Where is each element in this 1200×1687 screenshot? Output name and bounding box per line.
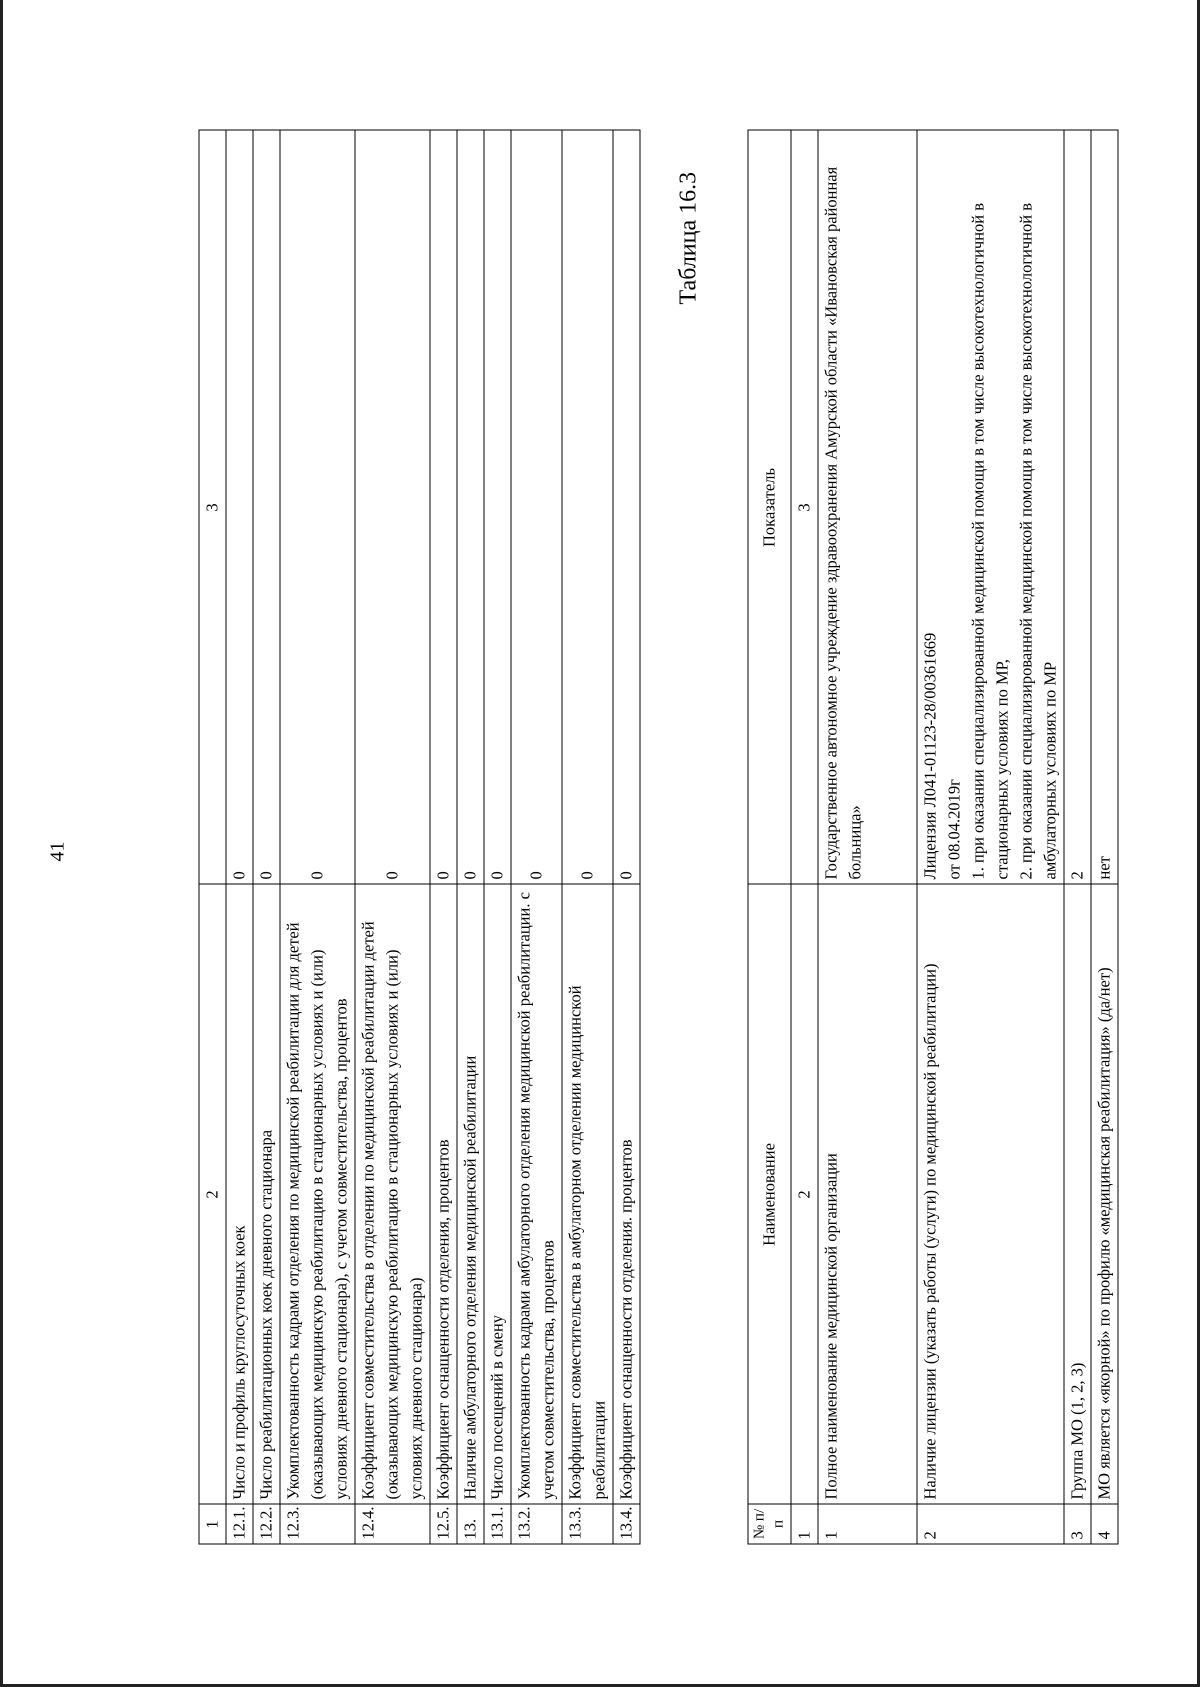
row-number: 13.3. [562, 1504, 613, 1544]
table-row [280, 130, 355, 1544]
row-number: 12.5. [430, 1504, 457, 1544]
row-value: 0 [226, 130, 253, 884]
row-name: Коэффициент оснащенности отделения, процентов [430, 884, 457, 1504]
column-header-number: № п/п [748, 1504, 791, 1544]
index-cell: 3 [199, 130, 226, 884]
table-row [253, 130, 280, 1544]
table-row [484, 130, 511, 1544]
value-line: Лицензия Л041-01123-28/00361669 [920, 632, 939, 879]
row-number: 12.3. [280, 1504, 355, 1544]
row-value [1064, 130, 1091, 884]
row-name: Наличие амбулаторного отделения медицинской реабилитации [457, 884, 484, 1504]
row-number: 1 [818, 1504, 917, 1544]
table-row [613, 130, 640, 1544]
table-row [917, 130, 1064, 1544]
page-number: 41 [46, 841, 68, 861]
row-value: 0 [484, 130, 511, 884]
table-index-row [199, 130, 226, 1544]
table-row [457, 130, 484, 1544]
table-header-row [748, 130, 791, 1544]
row-name: Коэффициент оснащенности отделения. процентов [613, 884, 640, 1504]
table-row [1064, 130, 1091, 1544]
table-row [226, 130, 253, 1544]
organization-table [747, 129, 1118, 1544]
value-line: 2 [1067, 870, 1086, 879]
row-name: Группа МО (1, 2, 3) [1064, 884, 1091, 1504]
row-name: Коэффициент совместительства в отделении по медицинской реабилитации детей (оказывающих медицинскую реабилитацию в стационарных условиях и (или) условиях дневного стационара) [355, 884, 430, 1504]
row-name: МО является «якорной» по профилю «медицинская реабилитация» (да/нет) [1091, 884, 1118, 1504]
row-name: Полное наименование медицинской организации [818, 884, 917, 1504]
row-name: Укомплектованность кадрами отделения по медицинской реабилитации для детей (оказывающих медицинскую реабилитацию в стационарных условиях и (или) условиях дневного стационара), с учетом совместительства, процентов [280, 884, 355, 1504]
table-row [511, 130, 562, 1544]
column-header-name: Наименование [748, 884, 791, 1504]
row-value: 0 [562, 130, 613, 884]
row-number: 3 [1064, 1504, 1091, 1544]
row-name: Число и профиль круглосуточных коек [226, 884, 253, 1504]
value-line: от 08.04.2019г [944, 778, 963, 879]
row-number: 4 [1091, 1504, 1118, 1544]
row-name: Укомплектованность кадрами амбулаторного отделения медицинской реабилитации. с учетом совместительства, процентов [511, 884, 562, 1504]
row-number: 13.1. [484, 1504, 511, 1544]
continuation-table [198, 129, 640, 1544]
value-line: 2. при оказании специализированной медицинской помощи в том числе высокотехнологичной в амбулаторных условиях по МР [1016, 202, 1059, 879]
index-cell: 1 [791, 1504, 818, 1544]
row-number: 13. [457, 1504, 484, 1544]
column-header-value: Показатель [748, 130, 791, 884]
table-index-row [791, 130, 818, 1544]
row-name: Число посещений в смену [484, 884, 511, 1504]
row-value: 0 [613, 130, 640, 884]
index-cell: 1 [199, 1504, 226, 1544]
row-value: 0 [430, 130, 457, 884]
row-value: 0 [280, 130, 355, 884]
row-value: 0 [253, 130, 280, 884]
value-line: 1. при оказании специализированной медицинской помощи в том числе высокотехнологичной в стационарных условиях по МР, [968, 202, 1011, 879]
row-number: 13.4. [613, 1504, 640, 1544]
table-row [1091, 130, 1118, 1544]
row-value: 0 [457, 130, 484, 884]
table-caption: Таблица 16.3 [675, 171, 701, 304]
row-number: 13.2. [511, 1504, 562, 1544]
index-cell: 2 [791, 884, 818, 1504]
table-row [430, 130, 457, 1544]
row-name: Наличие лицензии (указать работы (услуги) по медицинской реабилитации) [917, 884, 1064, 1504]
row-value: 0 [355, 130, 430, 884]
row-value [818, 130, 917, 884]
index-cell: 2 [199, 884, 226, 1504]
table-row [355, 130, 430, 1544]
row-value [917, 130, 1064, 884]
row-number: 12.2. [253, 1504, 280, 1544]
row-number: 12.4. [355, 1504, 430, 1544]
table-row [818, 130, 917, 1544]
row-name: Число реабилитационных коек дневного стационара [253, 884, 280, 1504]
row-value [1091, 130, 1118, 884]
row-number: 12.1. [226, 1504, 253, 1544]
table-row [562, 130, 613, 1544]
index-cell: 3 [791, 130, 818, 884]
value-line: Государственное автономное учреждение здравоохранения Амурской области «Ивановская районная больница» [821, 166, 864, 879]
row-name: Коэффициент совместительства в амбулаторном отделении медицинской реабилитации [562, 884, 613, 1504]
row-value: 0 [511, 130, 562, 884]
row-number: 2 [917, 1504, 1064, 1544]
value-line: нет [1094, 855, 1113, 879]
